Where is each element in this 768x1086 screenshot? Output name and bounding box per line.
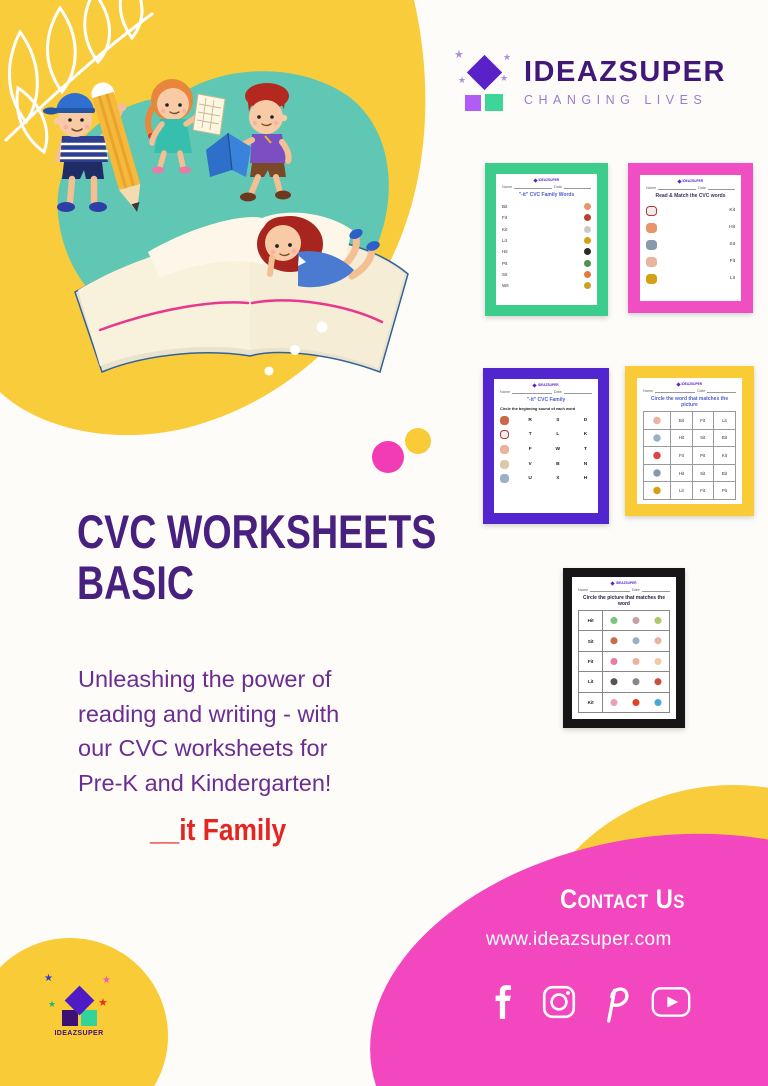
- list-item: [500, 457, 592, 472]
- list-cell: Kit: [579, 693, 603, 712]
- list-item: [644, 447, 735, 465]
- diamond-icon: [676, 382, 680, 386]
- purple-square-icon: [465, 95, 481, 111]
- star-icon: ★: [102, 975, 111, 986]
- list-cell: Fit: [502, 215, 508, 221]
- list-cell: W: [555, 446, 561, 452]
- footer-brand-name: IDEAZSUPER: [54, 1030, 104, 1037]
- list-item: [646, 219, 735, 236]
- name-line: [514, 185, 552, 189]
- worksheet-thumbnail-circle-word: [625, 366, 754, 516]
- name-line: [512, 390, 552, 394]
- list-cell: Fit: [579, 652, 603, 671]
- list-item: [500, 428, 592, 443]
- worksheet-title: "-it" CVC Family: [526, 397, 566, 403]
- name-label: Name: [500, 390, 511, 394]
- list-item: [646, 253, 735, 270]
- list-cell: Wit: [502, 283, 509, 289]
- list-cell: S: [556, 417, 560, 423]
- title-line-2: BASIC: [77, 555, 194, 609]
- contact-blob-background: [368, 760, 768, 1086]
- list-cell: Lit: [671, 482, 692, 499]
- list-item: [579, 652, 669, 672]
- page-title: [77, 507, 526, 609]
- list-item: [579, 631, 669, 651]
- worksheet-paper: [193, 94, 225, 135]
- name-date-row: [578, 588, 670, 592]
- list-cell: Sit: [502, 271, 508, 277]
- list-cell: Fit: [693, 482, 714, 499]
- list-item: [644, 482, 735, 499]
- name-label: Name: [578, 588, 589, 592]
- list-item: [502, 269, 591, 280]
- date-line: [564, 390, 592, 394]
- mini-logo: [578, 581, 670, 585]
- list-cell: H: [583, 476, 588, 482]
- list-cell: R: [528, 417, 532, 423]
- name-line: [655, 389, 695, 393]
- list-cell: Fit: [671, 447, 692, 464]
- star-icon: ★: [48, 999, 57, 1009]
- list-cell: Bit: [721, 470, 727, 476]
- star-icon: ★: [44, 973, 53, 984]
- list-cell: Lit: [729, 276, 735, 281]
- mini-logo-text: IDEAZSUPER: [537, 383, 559, 387]
- list-cell: Hit: [671, 465, 692, 482]
- list-cell: F: [528, 446, 532, 452]
- mini-logo-text: IDEAZSUPER: [681, 382, 703, 386]
- worksheet-thumbnail-read-match: [628, 163, 753, 313]
- mini-logo: [500, 383, 592, 387]
- list-cell: Bit: [721, 435, 727, 441]
- list-item: [500, 413, 592, 428]
- mini-logo: [643, 382, 736, 386]
- list-item: [500, 471, 592, 486]
- mini-logo-text: IDEAZSUPER: [682, 179, 704, 183]
- list-cell: Kit: [502, 226, 508, 232]
- mini-logo-text: IDEAZSUPER: [538, 178, 560, 182]
- list-cell: Sit: [729, 242, 735, 247]
- date-line: [708, 186, 735, 190]
- diamond-icon: [467, 55, 502, 90]
- list-item: [502, 224, 591, 235]
- list-cell: B: [556, 461, 560, 467]
- youtube-icon[interactable]: [651, 980, 691, 1024]
- date-label: Date: [631, 588, 640, 592]
- name-label: Name: [646, 186, 657, 190]
- kids-reading-illustration: [0, 0, 462, 485]
- diamond-icon: [533, 383, 537, 387]
- name-date-row: [502, 185, 591, 189]
- list-cell: Sit: [579, 631, 603, 650]
- match-list: [646, 202, 735, 287]
- list-cell: Fit: [729, 259, 735, 264]
- list-item: [579, 693, 669, 712]
- worksheet-title: Read & Match the CVC words: [655, 193, 726, 199]
- name-label: Name: [643, 389, 654, 393]
- list-cell: T: [528, 432, 532, 438]
- website-link[interactable]: www.ideazsuper.com: [486, 929, 672, 950]
- list-item: [646, 236, 735, 253]
- name-line: [658, 186, 696, 190]
- pinterest-icon[interactable]: [595, 980, 635, 1024]
- list-cell: Sit: [693, 430, 714, 447]
- list-item: [644, 430, 735, 448]
- facebook-icon[interactable]: [483, 980, 523, 1024]
- list-cell: Pit: [693, 447, 714, 464]
- worksheet-thumbnail-family-words: [485, 163, 608, 316]
- list-cell: Pit: [502, 260, 508, 266]
- star-icon: ★: [454, 49, 464, 61]
- list-item: [644, 465, 735, 483]
- list-item: [502, 280, 591, 291]
- list-item: [502, 201, 591, 212]
- worksheet-title: Circle the picture that matches the word: [583, 595, 665, 607]
- social-links: [483, 980, 691, 1024]
- star-icon: ★: [503, 52, 512, 62]
- brand-tagline: CHANGING LIVES: [524, 93, 708, 107]
- list-item: [502, 257, 591, 268]
- diamond-icon: [533, 178, 537, 182]
- list-cell: Fit: [693, 412, 714, 429]
- name-date-row: [500, 390, 592, 394]
- list-item: [502, 212, 591, 223]
- pink-dot: [372, 441, 404, 473]
- list-cell: Kit: [729, 208, 735, 213]
- list-cell: Hit: [729, 225, 735, 230]
- list-item: [502, 246, 591, 257]
- brand-logo-mark: [448, 50, 518, 116]
- list-cell: Sit: [693, 465, 714, 482]
- letter-grid: [500, 413, 592, 486]
- list-cell: K: [583, 432, 588, 438]
- list-cell: Lit: [722, 417, 727, 423]
- word-list: [502, 201, 591, 291]
- list-item: [646, 270, 735, 287]
- date-line: [642, 588, 670, 592]
- picture-table: [578, 610, 670, 713]
- list-cell: D: [583, 417, 588, 423]
- list-cell: Kit: [721, 452, 727, 458]
- list-item: [502, 235, 591, 246]
- date-label: Date: [697, 186, 706, 190]
- list-cell: X: [556, 476, 560, 482]
- list-cell: Pit: [721, 488, 727, 494]
- worksheet-title: "-it" CVC Family Words: [518, 192, 575, 198]
- worksheet-thumbnail-circle-picture: [563, 568, 685, 728]
- list-cell: Hit: [502, 249, 508, 255]
- instagram-icon[interactable]: [539, 980, 579, 1024]
- date-line: [707, 389, 736, 393]
- list-cell: U: [528, 476, 532, 482]
- worksheet-instruction: Circle the beginning sound of each word: [500, 406, 576, 411]
- date-label: Date: [697, 389, 706, 393]
- list-cell: Lit: [579, 672, 603, 691]
- list-item: [646, 202, 735, 219]
- name-date-row: [643, 389, 736, 393]
- list-cell: V: [528, 461, 532, 467]
- diamond-icon: [611, 581, 615, 585]
- list-item: [579, 672, 669, 692]
- mini-logo-text: IDEAZSUPER: [615, 581, 637, 585]
- green-square-icon: [485, 94, 503, 111]
- star-icon: ★: [500, 73, 509, 83]
- list-cell: Bit: [502, 204, 508, 210]
- list-cell: Lit: [502, 238, 507, 244]
- contact-heading: Contact Us: [560, 884, 685, 914]
- description-text: Unleashing the power of reading and writing - with our CVC worksheets for Pre-K and Kindergarten!: [78, 666, 340, 796]
- brand-name: IDEAZSUPER: [524, 56, 726, 88]
- name-label: Name: [502, 185, 513, 189]
- list-cell: T: [584, 446, 587, 452]
- star-icon: ★: [458, 75, 467, 85]
- diamond-icon: [677, 179, 681, 183]
- list-item: [644, 412, 735, 430]
- mini-logo: [646, 179, 735, 183]
- mini-logo: [502, 178, 591, 182]
- title-line-1: CVC WORKSHEETS: [77, 505, 437, 558]
- brand-logo: [448, 50, 758, 122]
- worksheet-title: Circle the word that matches the picture: [650, 396, 729, 408]
- star-icon: ★: [98, 997, 108, 1009]
- word-table: [643, 411, 736, 500]
- date-label: Date: [553, 185, 562, 189]
- list-cell: N: [583, 461, 588, 467]
- family-label: __it Family: [150, 812, 287, 847]
- list-item: [579, 611, 669, 631]
- list-cell: Bit: [671, 412, 692, 429]
- yellow-dot: [405, 428, 431, 454]
- green-square-icon: [81, 1010, 97, 1026]
- list-cell: Hit: [579, 611, 603, 630]
- list-cell: Hit: [671, 430, 692, 447]
- list-cell: L: [556, 432, 560, 438]
- date-line: [564, 185, 591, 189]
- name-date-row: [646, 186, 735, 190]
- purple-square-icon: [62, 1010, 78, 1026]
- worksheet-thumbnail-beginning-sound: [483, 368, 609, 524]
- name-line: [590, 588, 630, 592]
- footer-logo: [40, 973, 118, 1037]
- date-label: Date: [553, 390, 562, 394]
- list-item: [500, 442, 592, 457]
